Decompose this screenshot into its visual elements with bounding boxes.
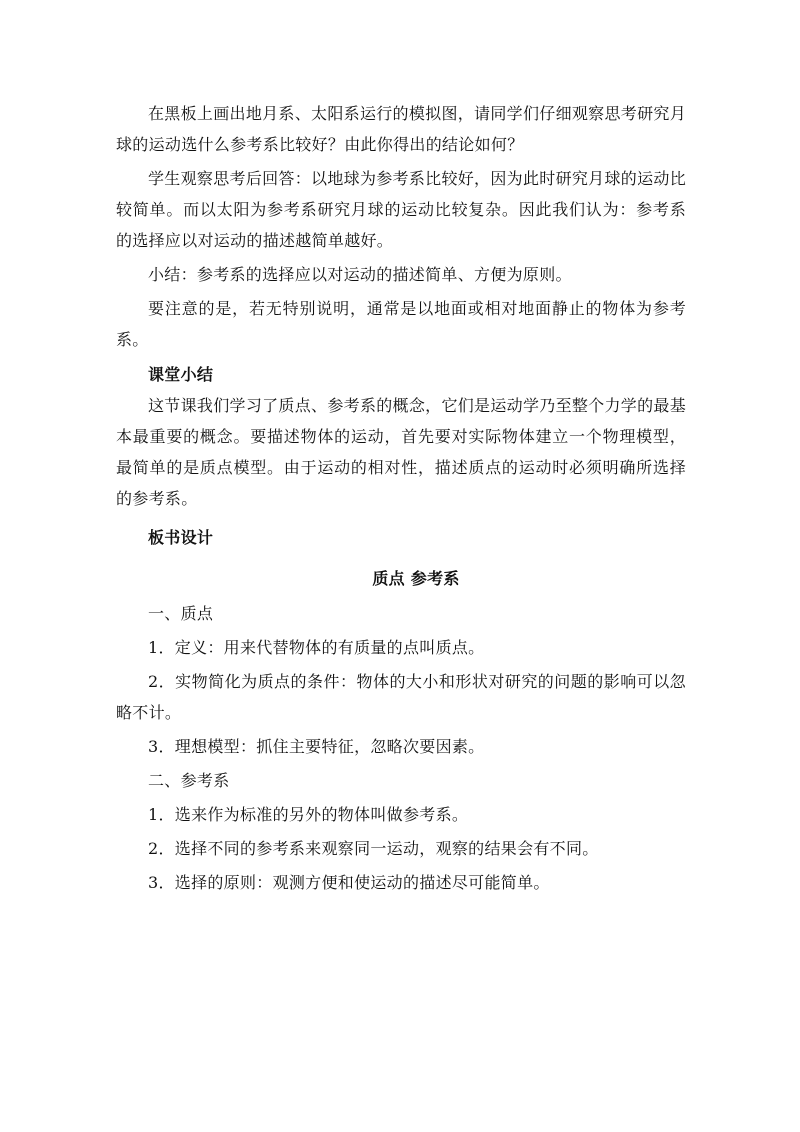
summary-paragraph: 这节课我们学习了质点、参考系的概念，它们是运动学乃至整个力学的最基本最重要的概念。要描述物体的运动，首先要对实际物体建立一个物理模型，最简单的是质点模型。由于运动的相对性，描述质点的运动时必须明确所选择的参考系。 [116, 396, 686, 508]
summary-heading: 课堂小结 [148, 365, 214, 384]
paragraph-conclusion: 小结：参考系的选择应以对运动的描述简单、方便为原则。 [148, 265, 572, 284]
list-item: 1．选来作为标准的另外的物体叫做参考系。 [148, 805, 469, 824]
section-title-reference-frame: 二、参考系 [148, 771, 230, 790]
list-item: 3．选择的原则：观测方便和使运动的描述尽可能简单。 [148, 873, 550, 892]
board-title: 质点 参考系 [372, 569, 460, 588]
board-design-heading: 板书设计 [148, 528, 214, 547]
list-item: 2．选择不同的参考系来观察同一运动，观察的结果会有不同。 [148, 839, 599, 858]
paragraph-student-answer: 学生观察思考后回答：以地球为参考系比较好，因为此时研究月球的运动比较简单。而以太阳为参考系研究月球的运动比较复杂。因此我们认为：参考系的选择应以对运动的描述越简单越好。 [116, 169, 686, 250]
paragraph-note: 要注意的是，若无特别说明，通常是以地面或相对地面静止的物体为参考系。 [116, 299, 686, 349]
list-item: 3．理想模型：抓住主要特征，忽略次要因素。 [148, 737, 485, 756]
section-title-particle: 一、质点 [148, 604, 214, 623]
paragraph-model-diagram: 在黑板上画出地月系、太阳系运行的模拟图，请同学们仔细观察思考研究月球的运动选什么参考系比较好？由此你得出的结论如何？ [116, 104, 686, 154]
list-item: 2．实物简化为质点的条件：物体的大小和形状对研究的问题的影响可以忽略不计。 [116, 672, 686, 722]
list-item: 1．定义：用来代替物体的有质量的点叫质点。 [148, 638, 485, 657]
page-content [116, 98, 686, 898]
